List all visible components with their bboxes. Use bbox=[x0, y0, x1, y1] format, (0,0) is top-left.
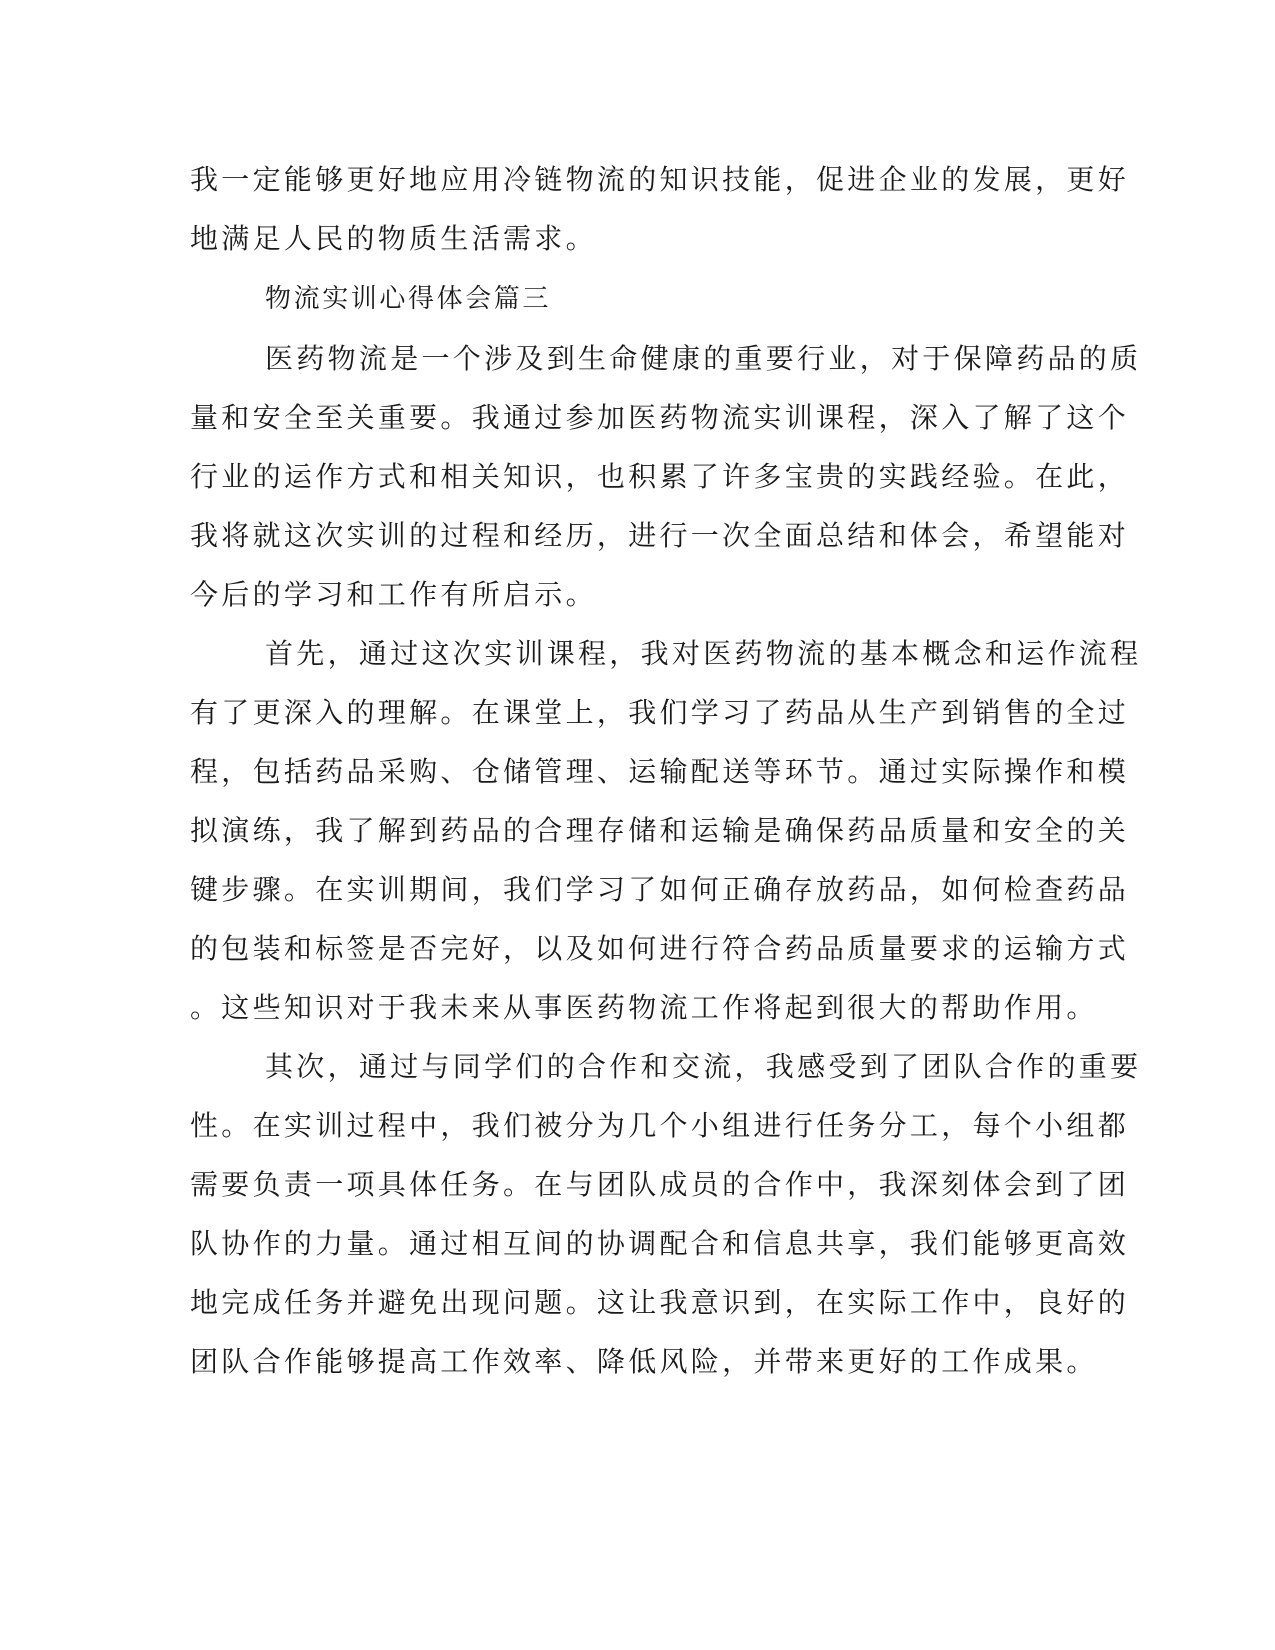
text-line: 其次，通过与同学们的合作和交流，我感受到了团队合作的重要 bbox=[265, 1050, 1142, 1083]
text-line: 拟演练，我了解到药品的合理存储和运输是确保药品质量和安全的关 bbox=[190, 814, 1130, 847]
text-line: 有了更深入的理解。在课堂上，我们学习了药品从生产到销售的全过 bbox=[190, 696, 1130, 729]
text-line: 我将就这次实训的过程和经历，进行一次全面总结和体会，希望能对 bbox=[190, 519, 1130, 552]
text-line: 今后的学习和工作有所启示。 bbox=[190, 578, 597, 611]
document-body bbox=[190, 0, 1142, 1650]
text-line: 键步骤。在实训期间，我们学习了如何正确存放药品，如何检查药品 bbox=[190, 873, 1130, 906]
text-line: 。这些知识对于我未来从事医药物流工作将起到很大的帮助作用。 bbox=[190, 991, 1098, 1024]
text-line: 程，包括药品采购、仓储管理、运输配送等环节。通过实际操作和模 bbox=[190, 755, 1130, 788]
text-line: 我一定能够更好地应用冷链物流的知识技能，促进企业的发展，更好 bbox=[190, 163, 1130, 196]
section-heading: 物流实训心得体会篇三 bbox=[265, 284, 552, 314]
text-line: 团队合作能够提高工作效率、降低风险，并带来更好的工作成果。 bbox=[190, 1345, 1098, 1378]
text-line: 需要负责一项具体任务。在与团队成员的合作中，我深刻体会到了团 bbox=[190, 1168, 1130, 1201]
text-line: 量和安全至关重要。我通过参加医药物流实训课程，深入了解了这个 bbox=[190, 401, 1130, 434]
text-line: 性。在实训过程中，我们被分为几个小组进行任务分工，每个小组都 bbox=[190, 1109, 1130, 1142]
text-line: 医药物流是一个涉及到生命健康的重要行业，对于保障药品的质 bbox=[265, 342, 1142, 375]
text-line: 队协作的力量。通过相互间的协调配合和信息共享，我们能够更高效 bbox=[190, 1227, 1130, 1260]
text-line: 行业的运作方式和相关知识，也积累了许多宝贵的实践经验。在此， bbox=[190, 460, 1130, 493]
text-line: 首先，通过这次实训课程，我对医药物流的基本概念和运作流程 bbox=[265, 637, 1142, 670]
text-line: 地满足人民的物质生活需求。 bbox=[190, 222, 597, 255]
text-line: 的包装和标签是否完好，以及如何进行符合药品质量要求的运输方式 bbox=[190, 932, 1130, 965]
text-line: 地完成任务并避免出现问题。这让我意识到，在实际工作中，良好的 bbox=[190, 1286, 1130, 1319]
